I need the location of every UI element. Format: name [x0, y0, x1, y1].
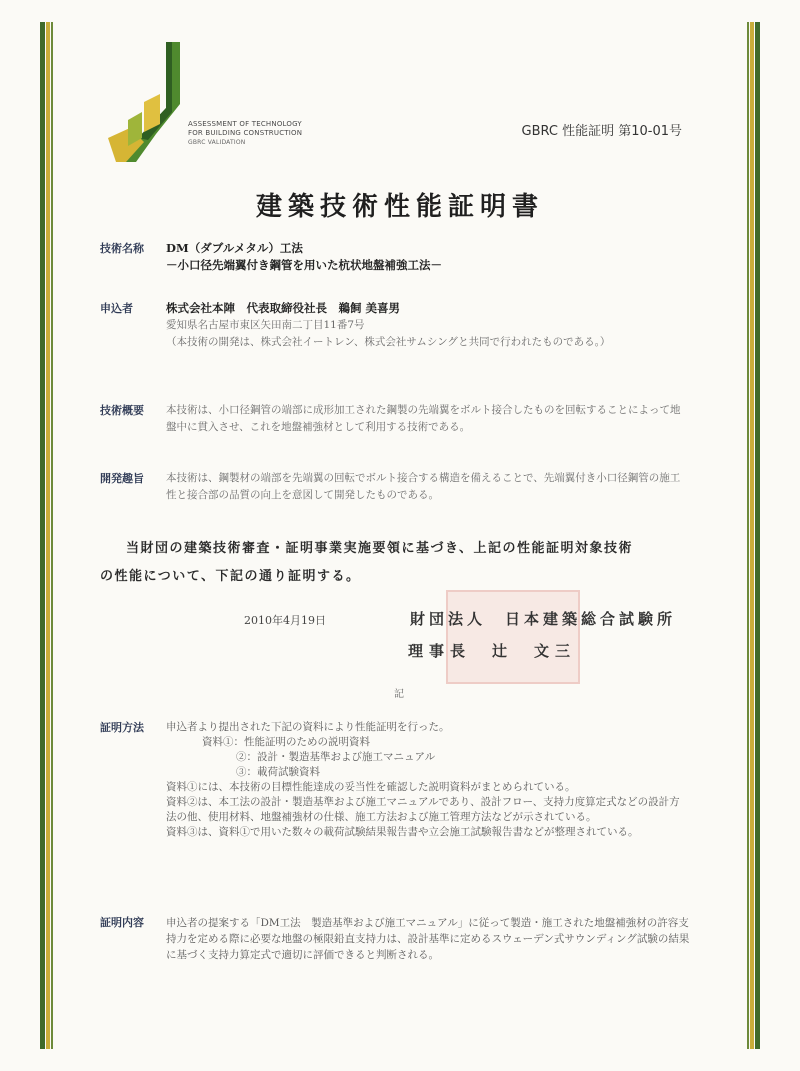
overview-value: 本技術は、小口径鋼管の端部に成形加工された鋼製の先端翼をボルト接合したものを回転することによって地盤中に貫入させ、これを地盤補強材として利用する技術である。: [166, 404, 681, 433]
applicant-address: 愛知県名古屋市東区矢田南二丁目11番7号: [166, 319, 365, 331]
tech-name-value: DM（ダブルメタル）工法: [166, 241, 303, 255]
material-3: ③：載荷試験資料: [236, 766, 320, 778]
issue-date: 2010年4月19日: [244, 614, 326, 627]
logo-caption: [188, 120, 338, 147]
applicant-note: （本技術の開発は、株式会社イートレン、株式会社サムシングと共同で行われたものである。）: [166, 336, 611, 348]
material-2: ②：設計・製造基準および施工マニュアル: [236, 751, 436, 763]
logo-line-1: ASSESSMENT OF TECHNOLOGY: [188, 120, 302, 128]
methods-note-1: 資料①には、本技術の目標性能達成の妥当性を確認した説明資料がまとめられている。: [166, 781, 576, 793]
overview-label: 技術概要: [100, 404, 144, 417]
applicant-value: 株式会社本陣 代表取締役社長 鵜飼 美喜男: [166, 301, 401, 315]
methods-label: 証明方法: [100, 721, 144, 734]
scope-label: 開発趣旨: [100, 472, 144, 485]
methods-note-2: 資料②は、本工法の設計・製造基準および施工マニュアルであり、設計フロー、支持力度算定式などの設計方法の他、使用材料、地盤補強材の仕様、施工方法および施工管理方法などが示されている。: [166, 796, 680, 823]
left-border: [40, 22, 54, 1049]
applicant-label: 申込者: [100, 302, 133, 315]
ki-mark: 記: [394, 689, 404, 700]
logo-line-3: GBRC VALIDATION: [188, 139, 246, 146]
gbrc-logo-icon: [108, 42, 188, 162]
overview-row: [100, 402, 690, 436]
content-section: [100, 915, 690, 963]
logo-line-2: FOR BUILDING CONSTRUCTION: [188, 129, 303, 137]
tech-name-subtitle: －小口径先端翼付き鋼管を用いた杭状地盤補強工法－: [166, 258, 442, 272]
scope-row: [100, 470, 690, 504]
methods-intro: 申込者より提出された下記の資料により性能証明を行った。: [166, 721, 450, 733]
statement-line-2: の性能について、下記の通り証明する。: [100, 569, 361, 584]
director-name: 理事長 辻 文三: [408, 642, 577, 660]
methods-note-3: 資料③は、資料①で用いた数々の載荷試験結果報告書や立会施工試験報告書などが整理されている。: [166, 826, 639, 838]
tech-name-label: 技術名称: [100, 242, 144, 255]
methods-section: [100, 720, 690, 840]
material-1: 資料①：性能証明のための説明資料: [202, 736, 370, 748]
document-title: 建築技術性能証明書: [255, 192, 544, 222]
scope-value: 本技術は、鋼製材の端部を先端翼の回転でボルト接合する構造を備えることで、先端翼付き小口径鋼管の施工性と接合部の品質の向上を意図して開発したものである。: [166, 472, 681, 501]
statement-line-1: 当財団の建築技術審査・証明事業実施要領に基づき、上記の性能証明対象技術: [126, 541, 633, 556]
tech-name-row: [100, 240, 690, 274]
official-seal-stamp: [446, 590, 580, 684]
content-label: 証明内容: [100, 916, 144, 929]
certificate-number: GBRC 性能証明 第10-01号: [521, 124, 682, 139]
applicant-row: [100, 300, 690, 351]
right-border: [746, 22, 760, 1049]
content-text: 申込者の提案する「DM工法 製造基準および施工マニュアル」に従って製造・施工された地盤補強材の許容支持力を定める際に必要な地盤の極限鉛直支持力は、設計基準に定めるスウェーデン式サウンディング試験の結果に基づく支持力算定式で適切に評価できると判断される。: [166, 917, 690, 961]
issuing-organization: 財団法人 日本建築総合試験所: [410, 610, 677, 628]
certification-statement: [100, 535, 690, 591]
